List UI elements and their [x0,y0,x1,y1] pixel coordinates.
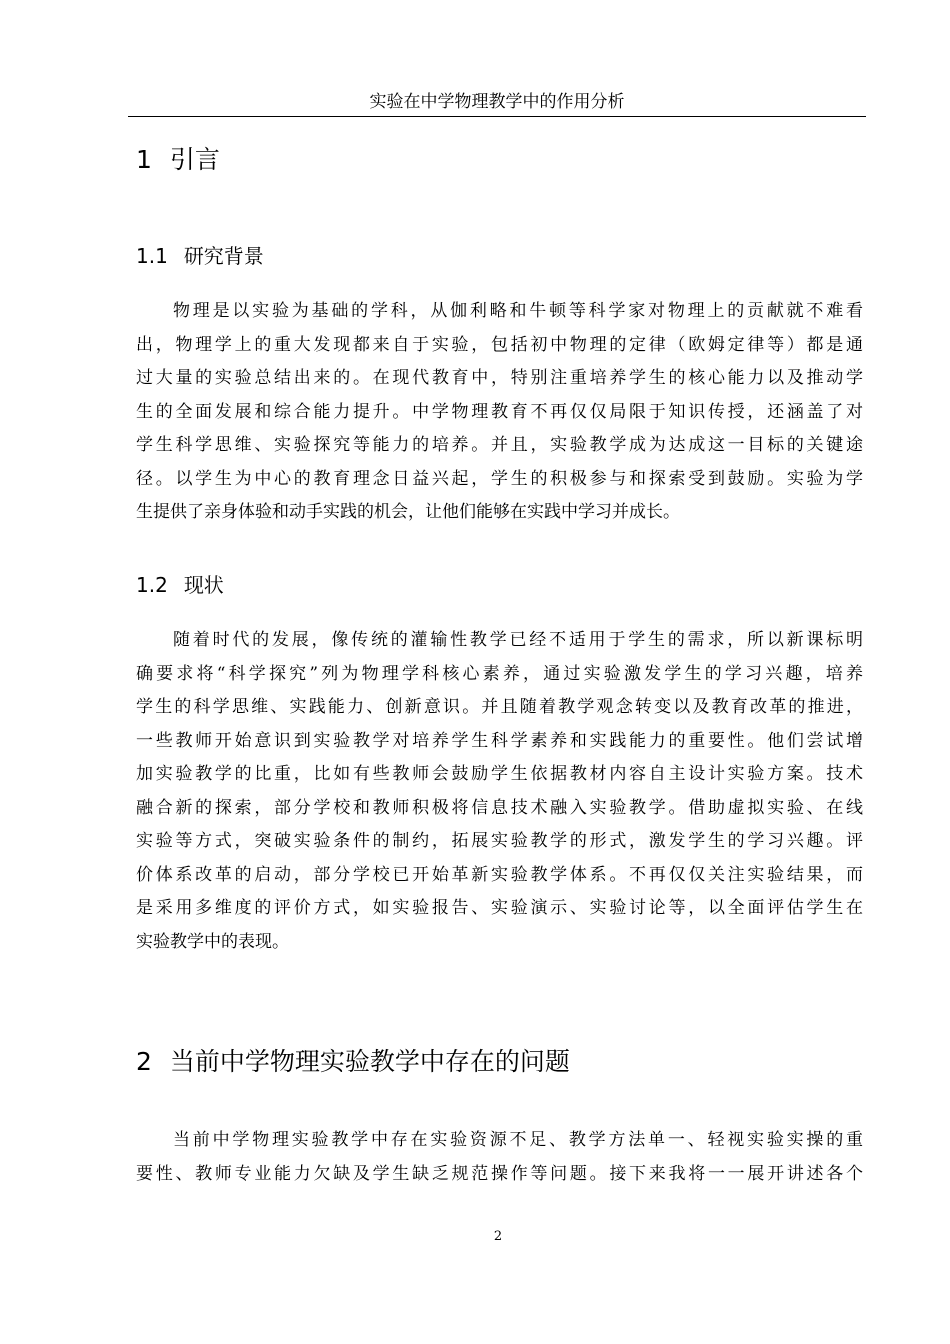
paragraph-line: 加实验教学的比重，比如有些教师会鼓励学生依据教材内容自主设计实验方案。技术 [136,764,863,784]
paragraph-line: 出，物理学上的重大发现都来自于实验，包括初中物理的定律（欧姆定律等）都是通 [136,334,863,355]
section-1-2-heading [136,571,224,599]
paragraph-line: 学生科学思维、实验探究等能力的培养。并且，实验教学成为达成这一目标的关键途 [136,435,863,455]
paragraph-line: 生提供了亲身体验和动手实践的机会，让他们能够在实践中学习并成长。 [136,502,680,522]
section-1-heading [136,143,220,177]
paragraph-line: 价体系改革的启动，部分学校已开始革新实验教学体系。不再仅仅关注实验结果，而 [136,864,863,885]
section-1-1-number: 1.1 [136,244,168,268]
section-2-title: 当前中学物理实验教学中存在的问题 [169,1047,570,1076]
paragraph-line: 是采用多维度的评价方式，如实验报告、实验演示、实验讨论等，以全面评估学生在 [136,898,863,918]
paragraph-line: 实验等方式，突破实验条件的制约，拓展实验教学的形式，激发学生的学习兴趣。评 [136,831,863,851]
section-1-2-title: 现状 [183,573,224,597]
section-1-2-number: 1.2 [136,573,168,597]
paragraph-line: 过大量的实验总结出来的。在现代教育中，特别注重培养学生的核心能力以及推动学 [136,368,863,388]
section-2-paragraph [136,1124,863,1191]
paragraph-line: 当前中学物理实验教学中存在实验资源不足、教学方法单一、轻视实验实操的重 [173,1130,863,1150]
paragraph-line: 径。以学生为中心的教育理念日益兴起，学生的积极参与和探索受到鼓励。实验为学 [136,468,863,489]
paragraph-line: 学生的科学思维、实践能力、创新意识。并且随着教学观念转变以及教育改革的推进， [136,697,863,717]
section-1-1-title: 研究背景 [183,244,264,268]
paragraph-line: 随着时代的发展，像传统的灌输性教学已经不适用于学生的需求，所以新课标明 [173,630,863,650]
section-1-2-paragraph [136,624,863,959]
section-2-heading [136,1045,570,1079]
paragraph-line: 要性、教师专业能力欠缺及学生缺乏规范操作等问题。接下来我将一一展开讲述各个 [136,1163,863,1184]
paragraph-line: 融合新的探索，部分学校和教师积极将信息技术融入实验教学。借助虚拟实验、在线 [136,797,863,818]
paragraph-line: 物理是以实验为基础的学科，从伽利略和牛顿等科学家对物理上的贡献就不难看 [173,301,863,321]
paragraph-line: 一些教师开始意识到实验教学对培养学生科学素养和实践能力的重要性。他们尝试增 [136,730,863,751]
paragraph-line: 生的全面发展和综合能力提升。中学物理教育不再仅仅局限于知识传授，还涵盖了对 [136,401,863,422]
running-header: 实验在中学物理教学中的作用分析 [369,92,625,112]
page-number: 2 [493,1229,503,1244]
paragraph-line: 确要求将“科学探究”列为物理学科核心素养，通过实验激发学生的学习兴趣，培养 [136,663,863,684]
section-1-1-paragraph [136,295,863,530]
section-2-number: 2 [136,1047,152,1076]
section-1-number: 1 [136,145,152,174]
section-1-title: 引言 [169,145,220,174]
paragraph-line: 实验教学中的表现。 [136,931,289,952]
section-1-1-heading [136,242,264,270]
header-rule [128,116,866,117]
